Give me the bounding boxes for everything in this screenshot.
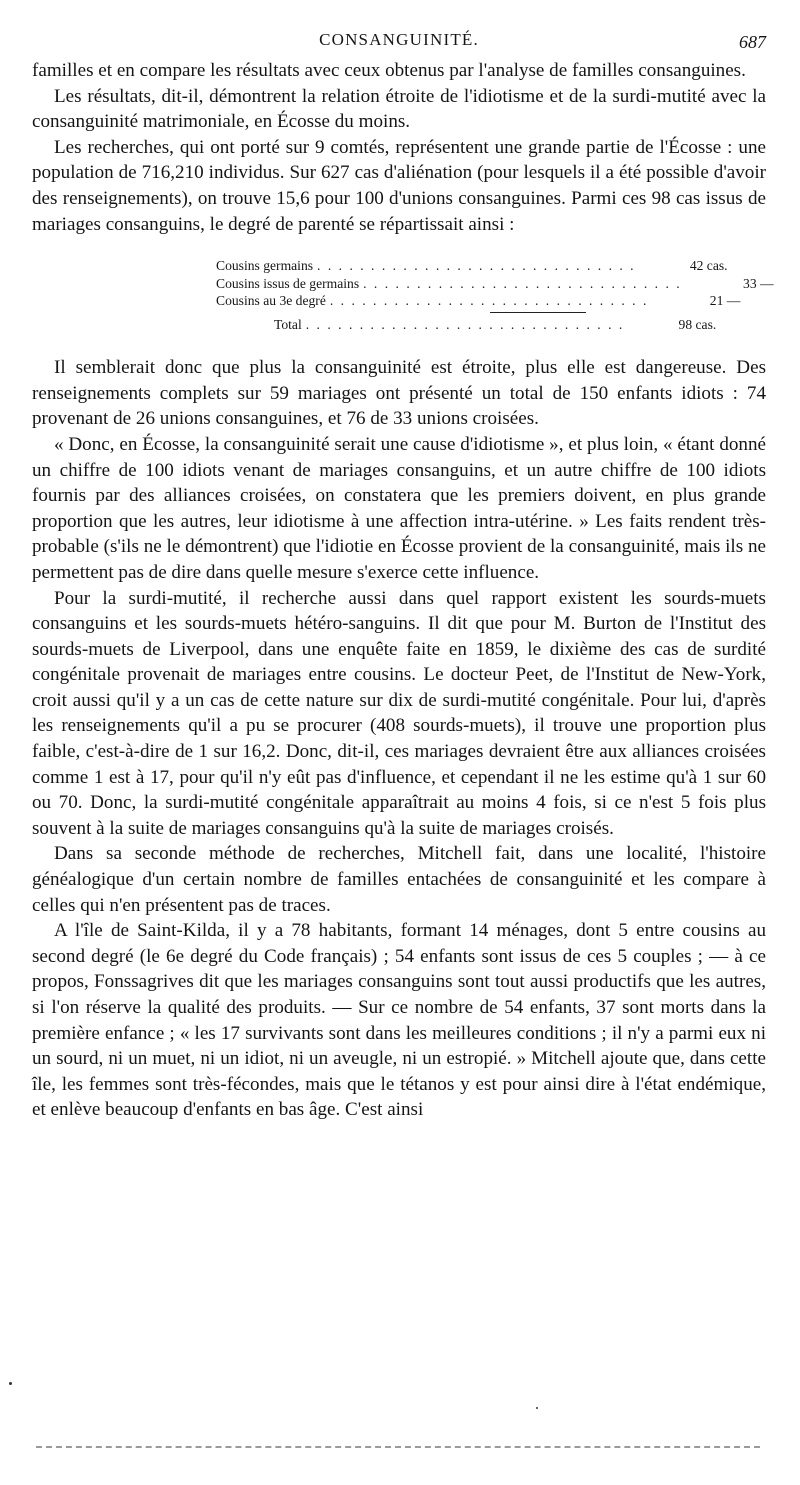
stray-mark	[536, 1407, 538, 1409]
row-value: 33 —	[743, 275, 774, 291]
paragraph: familles et en compare les résultats avec ceux obtenus par l'analyse de familles consanguines.	[32, 60, 746, 81]
kinship-degree-table	[216, 257, 774, 333]
total-value: 98 cas.	[678, 316, 717, 332]
running-title: CONSANGUINITÉ.	[319, 30, 479, 49]
bottom-dashed-rule	[36, 1446, 760, 1448]
leader-dots: . . . . . . . . . . . . . . . . . . . . . . . . . . . . . .	[363, 275, 682, 291]
table-row	[216, 275, 774, 293]
row-value: 21 —	[709, 293, 741, 309]
paragraph: Dans sa seconde méthode de recherches, Mitchell fait, dans une localité, l'histoire généalogique d'un certain nombre de familles entachées de consanguinité et les compare à celles qui n'en présentent pas de traces.	[32, 843, 766, 916]
table-total-row	[216, 316, 717, 334]
total-rule	[490, 312, 586, 313]
row-label: Cousins germains	[216, 258, 314, 274]
book-page	[32, 30, 774, 1123]
paragraph: Pour la surdi-mutité, il recherche aussi dans quel rapport existent les sourds-muets consanguins et les sourds-muets hétéro-sanguins. Il dit que pour M. Burton de l'Institut des sourds-muets de Liverpool, dans une enquête faite en 1859, le dixième des cas de surdité congénitale provenait de mariages entre cousins. Le docteur Peet, de l'Institut de New-York, croit aussi qu'il y a un cas de cette nature sur dix de surdi-mutité congénitale. Pour lui, d'après les renseignements qu'il a pu se procurer (408 sourds-muets), il trouve une proportion plus faible, c'est-à-dire de 1 sur 16,2. Donc, dit-il, ces mariages devraient être aux alliances croisées comme 1 est à 17, pour qu'il n'y eût pas d'influence, et cependant il ne les estime qu'à 1 sur 60 ou 70. Donc, la surdi-mutité congénitale apparaîtrait au moins 4 fois, si ce n'est 5 fois plus souvent à la suite de mariages consanguins qu'à la suite de mariages croisés.	[32, 587, 766, 839]
row-value: 42 cas.	[689, 258, 728, 274]
body-text	[32, 58, 774, 1123]
row-label: Cousins issus de germains	[216, 275, 360, 291]
table-row	[216, 257, 728, 275]
total-label: Total	[274, 316, 302, 332]
leader-dots: . . . . . . . . . . . . . . . . . . . . . . . . . . . . . .	[329, 293, 649, 309]
stray-mark	[9, 1382, 12, 1385]
page-number: 687	[739, 32, 766, 52]
paragraph: Les recherches, qui ont porté sur 9 comtés, représentent une grande partie de l'Écosse : une population de 716,210 individus. Sur 627 cas d'aliénation (pour lesquels il a été possible d'avoir des renseignements), on trouve 15,6 pour 100 d'unions consanguines. Parmi ces 98 cas issus de mariages consanguins, le degré de parenté se répartissait ainsi :	[32, 136, 766, 235]
paragraph: A l'île de Saint-Kilda, il y a 78 habitants, formant 14 ménages, dont 5 entre cousins au second degré (le 6e degré du Code français) ; 54 enfants sont issus de ces 5 couples ; — à ce propos, Fonssagrives dit que les mariages consanguins sont tout aussi productifs que les autres, si l'on réserve la qualité des produits. — Sur ce nombre de 54 enfants, 37 sont morts dans la première enfance ; « les 17 survivants sont dans les meilleures conditions ; il n'y a parmi eux ni un sourd, ni un muet, ni un idiot, ni un aveugle, ni un estropié. » Mitchell ajoute que, dans cette île, les femmes sont très-fécondes, mais que le tétanos y est pour ainsi dire à l'état endémique, et enlève beaucoup d'enfants en bas âge. C'est ainsi	[32, 920, 766, 1121]
paragraph: Il semblerait donc que plus la consanguinité est étroite, plus elle est dangereuse. Des renseignements complets sur 59 mariages ont présenté un total de 150 enfants idiots : 74 provenant de 26 unions consanguines, et 76 de 33 unions croisées.	[32, 357, 766, 430]
paragraph: « Donc, en Écosse, la consanguinité serait une cause d'idiotisme », et plus loin, « étant donné un chiffre de 100 idiots venant de mariages consanguins, et un autre chiffre de 100 idiots fournis par des alliances croisées, on constatera que les premiers doivent, en plus grande proportion que les autres, leur idiotisme à une affection intra-utérine. » Les faits rendent très-probable (s'ils ne le démontrent) que l'idiotie en Écosse provient de la consanguinité, mais ils ne permettent pas de dire dans quelle mesure s'exerce cette influence.	[32, 433, 766, 583]
row-label: Cousins au 3e degré	[216, 293, 326, 309]
running-head	[32, 30, 766, 58]
leader-dots: . . . . . . . . . . . . . . . . . . . . . . . . . . . . . .	[305, 316, 625, 332]
leader-dots: . . . . . . . . . . . . . . . . . . . . . . . . . . . . . .	[317, 258, 636, 274]
table-row	[216, 292, 741, 310]
paragraph: Les résultats, dit-il, démontrent la relation étroite de l'idiotisme et de la surdi-mutité avec la consanguinité matrimoniale, en Écosse du moins.	[32, 85, 766, 133]
